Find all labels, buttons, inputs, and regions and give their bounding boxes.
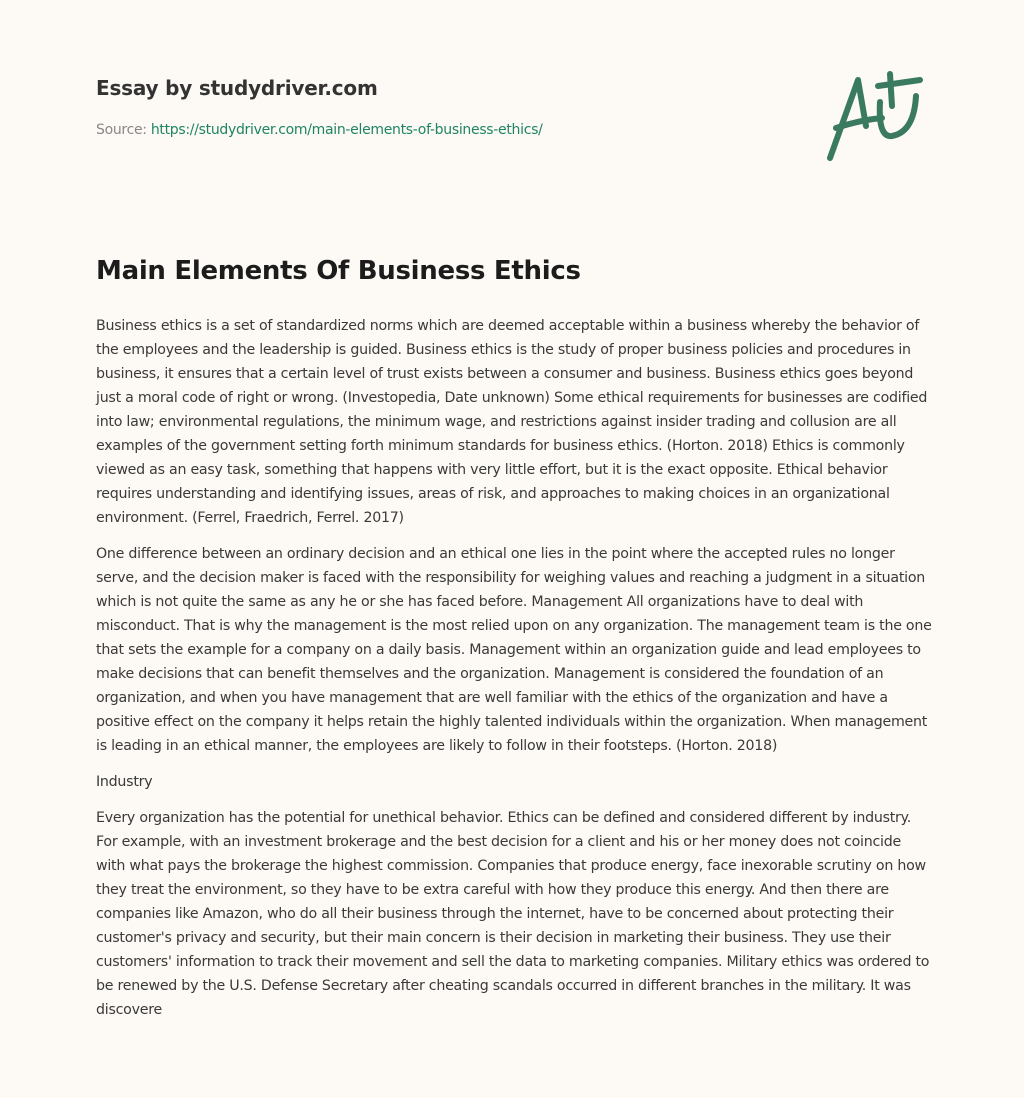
a-plus-logo-icon [820,66,930,166]
paragraph: Business ethics is a set of standardized norms which are deemed acceptable within a business whereby the behavior of the employees and the leadership is guided. Business ethics is the study of proper business policies and procedures in business, it ensures that a certain level of trust exists between a consumer and business. Business ethics goes beyond just a moral code of right or wrong. (Investopedia, Date unknown) Some ethical requirements for businesses are codified into law; environmental regulations, the minimum wage, and restrictions against insider trading and collusion are all examples of the government setting forth minimum standards for business ethics. (Horton. 2018) Ethics is commonly viewed as an easy task, something that happens with very little effort, but it is the exact opposite. Ethical behavior requires understanding and identifying issues, areas of risk, and approaches to making choices in an organizational environment. (Ferrel, Fraedrich, Ferrel. 2017) [96,318,928,526]
paragraph: One difference between an ordinary decision and an ethical one lies in the point where the accepted rules no longer serve, and the decision maker is faced with the responsibility for weighing values and reaching a judgment in a situation which is not quite the same as any he or she has faced before. Management All organizations have to deal with misconduct. That is why the management is the most relied upon on any organization. The management team is the one that sets the example for a company on a daily basis. Management within an organization guide and lead employees to make decisions that can benefit themselves and the organization. Management is considered the foundation of an organization, and when you have management that are well familiar with the ethics of the organization and have a positive effect on the company it helps retain the highly talented individuals within the organization. When management is leading in an ethical manner, the employees are likely to follow in their footsteps. (Horton. 2018) [96,546,932,754]
paragraph: Every organization has the potential for unethical behavior. Ethics can be defined and considered different by industry. For example, with an investment brokerage and the best decision for a client and his or her money does not coincide with what pays the brokerage the highest commission. Companies that produce energy, face inexorable scrutiny on how they treat the environment, so they have to be extra careful with how they produce this energy. And then there are companies like Amazon, who do all their business through the internet, have to be concerned about protecting their customer's privacy and security, but their main concern is their decision in marketing their business. They use their customers' information to track their movement and sell the data to marketing companies. Military ethics was ordered to be renewed by the U.S. Defense Secretary after cheating scandals occurred in different branches in the military. It was discovere [96,810,930,1018]
source-label: Source: [96,122,147,138]
source-link[interactable]: https://studydriver.com/main-elements-of-business-ethics/ [150,122,543,138]
source-line [96,122,543,138]
site-brand: Essay by studydriver.com [96,76,378,100]
section-heading-industry: Industry [96,774,153,790]
article-body [96,314,932,1034]
article-title: Main Elements Of Business Ethics [96,256,581,286]
